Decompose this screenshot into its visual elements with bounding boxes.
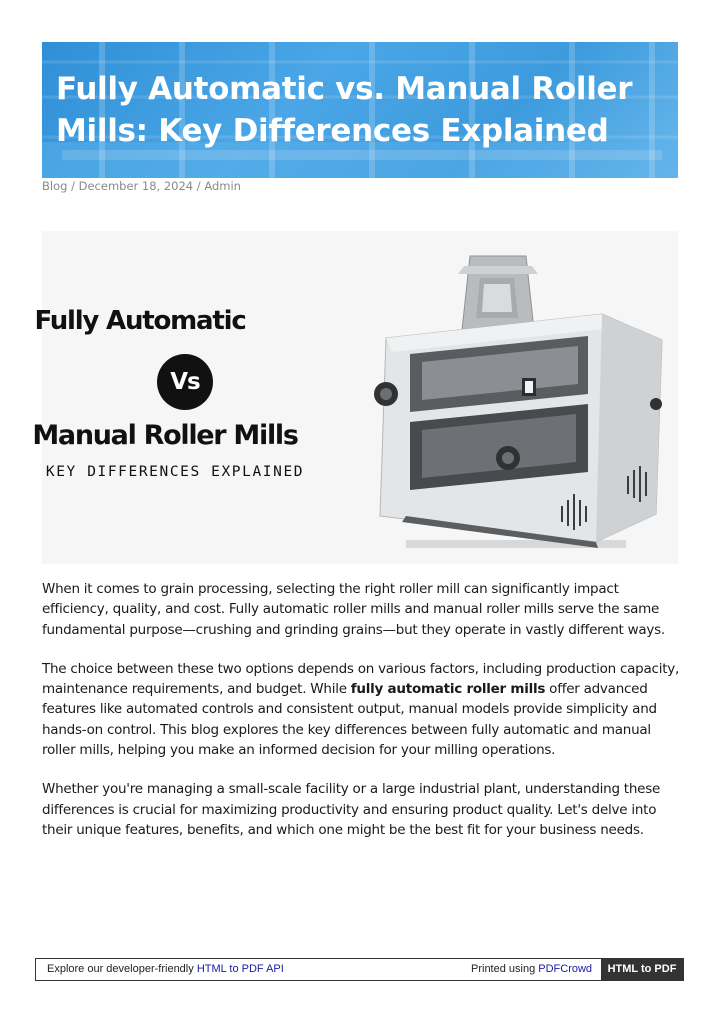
footer-printed-using <box>471 963 592 975</box>
featured-image-caption: KEY DIFFERENCES EXPLAINED <box>45 464 305 480</box>
footer-promo-text: Explore our developer-friendly <box>47 963 197 975</box>
meta-separator: / <box>67 179 79 193</box>
pdfcrowd-footer <box>35 958 684 981</box>
title-line-2: Mills: Key Differences Explained <box>56 113 609 149</box>
paragraph-choice <box>42 659 682 760</box>
featured-image-subheading: Manual Roller Mills <box>32 420 298 451</box>
meta-separator: / <box>193 179 205 193</box>
footer-promo <box>47 963 284 975</box>
title-line-1: Fully Automatic vs. Manual Roller <box>56 71 633 107</box>
footer-printed-text: Printed using <box>471 963 539 975</box>
paragraph-closing: Whether you're managing a small-scale facility or a large industrial plant, understanding these differences is crucial for maximizing productivity and ensuring product quality. Let's delve into their unique features, benefits, and which one might be the best fit for your business needs. <box>42 781 661 838</box>
meta-category-link[interactable]: Blog <box>42 179 68 193</box>
paragraph-intro: When it comes to grain processing, selecting the right roller mill can significantly impact efficiency, quality, and cost. Fully automatic roller mills and manual roller mills serve the same fundamental purpose—crushing and grinding grains—but they operate in vastly different ways. <box>42 581 665 638</box>
paragraph-choice-bold: fully automatic roller mills <box>350 681 546 698</box>
html-to-pdf-api-link[interactable]: HTML to PDF API <box>196 963 284 975</box>
post-meta <box>42 179 241 193</box>
html-to-pdf-button[interactable]: HTML to PDF <box>601 959 683 980</box>
roller-mill-machine-illustration <box>366 244 666 554</box>
featured-image-vs-badge: Vs <box>157 354 213 410</box>
paragraph-choice-text-1: The choice between these two options depends on various factors, including production capacity, maintenance requirements, and budget. While <box>42 660 680 698</box>
hero-banner <box>42 42 678 178</box>
featured-image-heading: Fully Automatic <box>34 306 246 336</box>
page-title <box>56 68 656 152</box>
article-body <box>42 579 682 859</box>
meta-author-link[interactable]: Admin <box>204 179 241 193</box>
paragraph-choice-text-2: offer advanced features like automated controls and consistent output, manual models provide simplicity and hands-on control. This blog explores the key differences between fully automatic and manual roller mills, helping you make an informed decision for your milling operations. <box>42 681 657 759</box>
meta-date: December 18, 2024 <box>78 179 194 193</box>
pdfcrowd-link[interactable]: PDFCrowd <box>538 963 593 975</box>
